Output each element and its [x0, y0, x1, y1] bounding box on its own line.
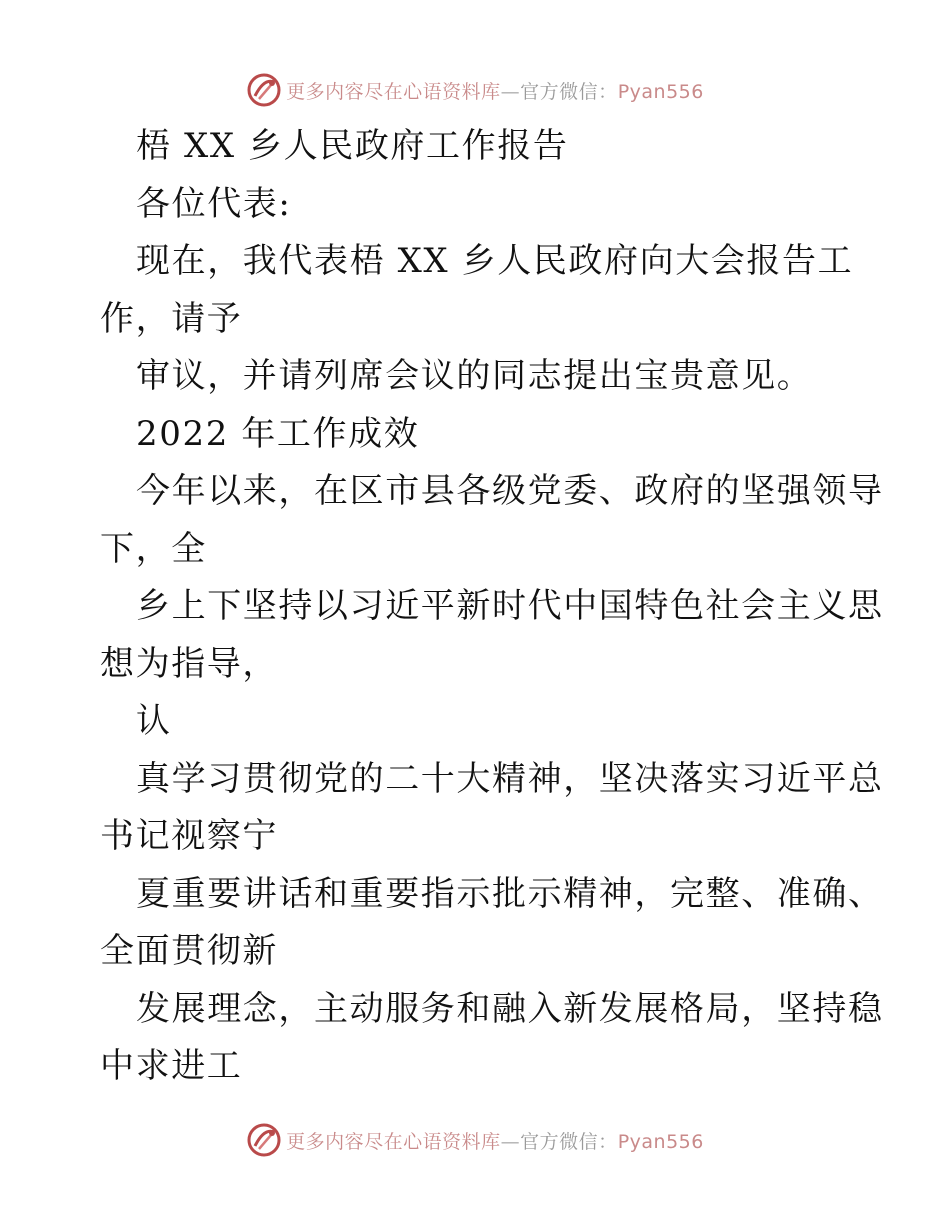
doc-line: 书记视察宁 — [100, 816, 278, 856]
watermark-label: 官方微信： — [520, 80, 618, 103]
watermark-text — [286, 1127, 704, 1154]
doc-line: 审议，并请列席会议的同志提出宝贵意见。 — [136, 356, 813, 396]
watermark-id: Pyan556 — [617, 80, 704, 103]
doc-line: 乡上下坚持以习近平新时代中国特色社会主义思 — [136, 586, 884, 626]
doc-line: 中求进工 — [100, 1046, 243, 1086]
doc-line: 各位代表: — [136, 183, 292, 224]
doc-section-heading: 2022 年工作成效 — [136, 413, 420, 454]
watermark-text — [286, 77, 704, 104]
doc-line: 真学习贯彻党的二十大精神，坚决落实习近平总 — [136, 758, 884, 799]
watermark-separator: — — [500, 1130, 521, 1153]
watermark-logo-icon — [246, 1122, 282, 1158]
doc-line: 现在，我代表梧 XX 乡人民政府向大会报告工 — [136, 241, 854, 281]
watermark-main: 更多内容尽在心语资料库 — [286, 80, 501, 103]
footer-watermark — [0, 1120, 950, 1160]
watermark-label: 官方微信： — [520, 1130, 618, 1153]
doc-line: 下，全 — [100, 528, 207, 569]
document-body — [100, 118, 884, 1096]
watermark-main: 更多内容尽在心语资料库 — [286, 1130, 501, 1153]
doc-title: 梧 XX 乡人民政府工作报告 — [136, 126, 569, 166]
watermark-logo-icon — [246, 72, 282, 108]
watermark-separator: — — [500, 80, 521, 103]
doc-line: 夏重要讲话和重要指示批示精神，完整、准确、 — [136, 873, 884, 914]
doc-line: 发展理念，主动服务和融入新发展格局，坚持稳 — [136, 988, 884, 1029]
doc-line: 作，请予 — [100, 298, 243, 339]
doc-line: 今年以来，在区市县各级党委、政府的坚强领导 — [136, 471, 884, 511]
doc-line: 想为指导， — [100, 643, 278, 684]
header-watermark — [0, 70, 950, 110]
doc-line: 全面贯彻新 — [100, 931, 278, 971]
doc-line: 认 — [136, 701, 172, 741]
watermark-id: Pyan556 — [617, 1130, 704, 1153]
